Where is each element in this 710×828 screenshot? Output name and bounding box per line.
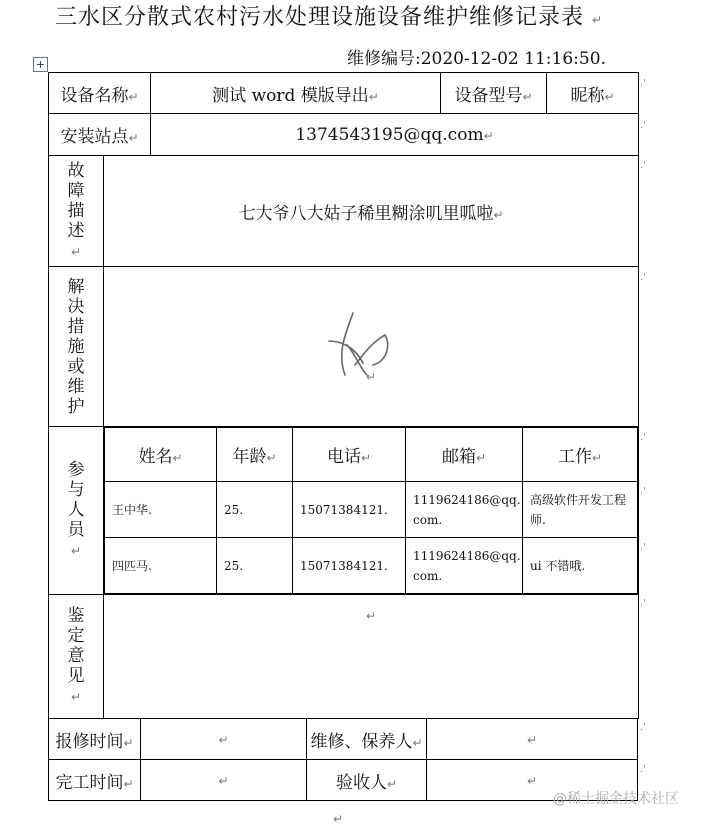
report-row bbox=[49, 719, 638, 760]
participant-name[interactable]: 王中华. bbox=[105, 482, 217, 538]
participants-row bbox=[49, 427, 639, 595]
participant-email[interactable]: 1119624186@qq.com. bbox=[406, 538, 523, 594]
participant-email[interactable]: 1119624186@qq.com. bbox=[406, 482, 523, 538]
row-end-mark: .' bbox=[640, 272, 646, 283]
signature-image bbox=[315, 305, 405, 385]
row-end-mark: .' bbox=[640, 598, 646, 609]
serial-label: 维修编号: bbox=[347, 49, 421, 69]
fault-label: 故障描述 ↵ bbox=[49, 156, 104, 267]
device-model-value[interactable]: 昵称↵ bbox=[547, 73, 639, 114]
header-name: 姓名↵ bbox=[105, 428, 217, 482]
maintainer-label: 维修、保养人↵ bbox=[307, 719, 427, 760]
row-end-mark: .' bbox=[640, 764, 646, 775]
document-title bbox=[55, 0, 603, 31]
participants-table bbox=[104, 427, 638, 594]
finish-time-label: 完工时间↵ bbox=[49, 760, 141, 801]
site-value[interactable]: 1374543195@qq.com↵ bbox=[151, 114, 639, 156]
site-row bbox=[49, 114, 639, 156]
fault-row bbox=[49, 156, 639, 267]
participant-job[interactable]: 高级软件开发工程师. bbox=[523, 482, 638, 538]
watermark-text: @稀土掘金技术社区 bbox=[553, 791, 679, 807]
participant-phone[interactable]: 15071384121. bbox=[293, 482, 406, 538]
header-age: 年龄↵ bbox=[217, 428, 293, 482]
row-end-mark: .' bbox=[640, 432, 646, 443]
header-email: 邮箱↵ bbox=[406, 428, 523, 482]
solution-label: 解决措施或维护 bbox=[49, 267, 104, 427]
participants-header bbox=[105, 428, 638, 482]
fault-value[interactable]: 七大爷八大姑子稀里糊涂叽里呱啦↵ bbox=[104, 156, 639, 267]
report-time-value[interactable]: ↵ bbox=[141, 719, 307, 760]
appraisal-row bbox=[49, 595, 639, 719]
table-move-handle-icon[interactable]: + bbox=[33, 57, 48, 72]
record-table bbox=[48, 72, 639, 719]
appraisal-label: 鉴定意见 ↵ bbox=[49, 595, 104, 719]
document-end-mark: ↵ bbox=[333, 812, 344, 826]
participants-label: 参与人员 ↵ bbox=[49, 427, 104, 595]
paragraph-mark: ↵ bbox=[365, 370, 377, 384]
participant-job[interactable]: ui 不错哦. bbox=[523, 538, 638, 594]
signoff-table bbox=[48, 718, 638, 801]
table-row bbox=[105, 538, 638, 594]
paragraph-mark: ↵ bbox=[592, 13, 604, 27]
serial-value: 2020-12-02 11:16:50. bbox=[420, 49, 606, 69]
finish-row bbox=[49, 760, 638, 801]
acceptor-value[interactable]: ↵ bbox=[427, 760, 638, 801]
paragraph-mark: ↵ bbox=[365, 609, 377, 623]
title-text: 三水区分散式农村污水处理设施设备维护维修记录表 bbox=[55, 5, 585, 30]
row-end-mark: .' bbox=[640, 486, 646, 497]
participant-age[interactable]: 25. bbox=[217, 538, 293, 594]
acceptor-label: 验收人↵ bbox=[307, 760, 427, 801]
participant-phone[interactable]: 15071384121. bbox=[293, 538, 406, 594]
maintainer-value[interactable]: ↵ bbox=[427, 719, 638, 760]
table-row bbox=[105, 482, 638, 538]
device-model-label: 设备型号↵ bbox=[441, 73, 547, 114]
row-end-mark: .' bbox=[640, 160, 646, 171]
row-end-mark: .' bbox=[640, 120, 646, 131]
participant-name[interactable]: 四匹马. bbox=[105, 538, 217, 594]
device-name-label: 设备名称↵ bbox=[49, 73, 151, 114]
row-end-mark: .' bbox=[640, 722, 646, 733]
row-end-mark: .' bbox=[640, 542, 646, 553]
finish-time-value[interactable]: ↵ bbox=[141, 760, 307, 801]
device-name-value[interactable]: 测试 word 模版导出↵ bbox=[151, 73, 441, 114]
header-job: 工作↵ bbox=[523, 428, 638, 482]
participants-cell bbox=[104, 427, 639, 595]
participant-age[interactable]: 25. bbox=[217, 482, 293, 538]
device-row bbox=[49, 73, 639, 114]
row-end-mark: .' bbox=[640, 78, 646, 89]
site-label: 安装站点↵ bbox=[49, 114, 151, 156]
appraisal-value[interactable] bbox=[104, 595, 639, 719]
serial-number bbox=[347, 44, 606, 69]
report-time-label: 报修时间↵ bbox=[49, 719, 141, 760]
header-phone: 电话↵ bbox=[293, 428, 406, 482]
